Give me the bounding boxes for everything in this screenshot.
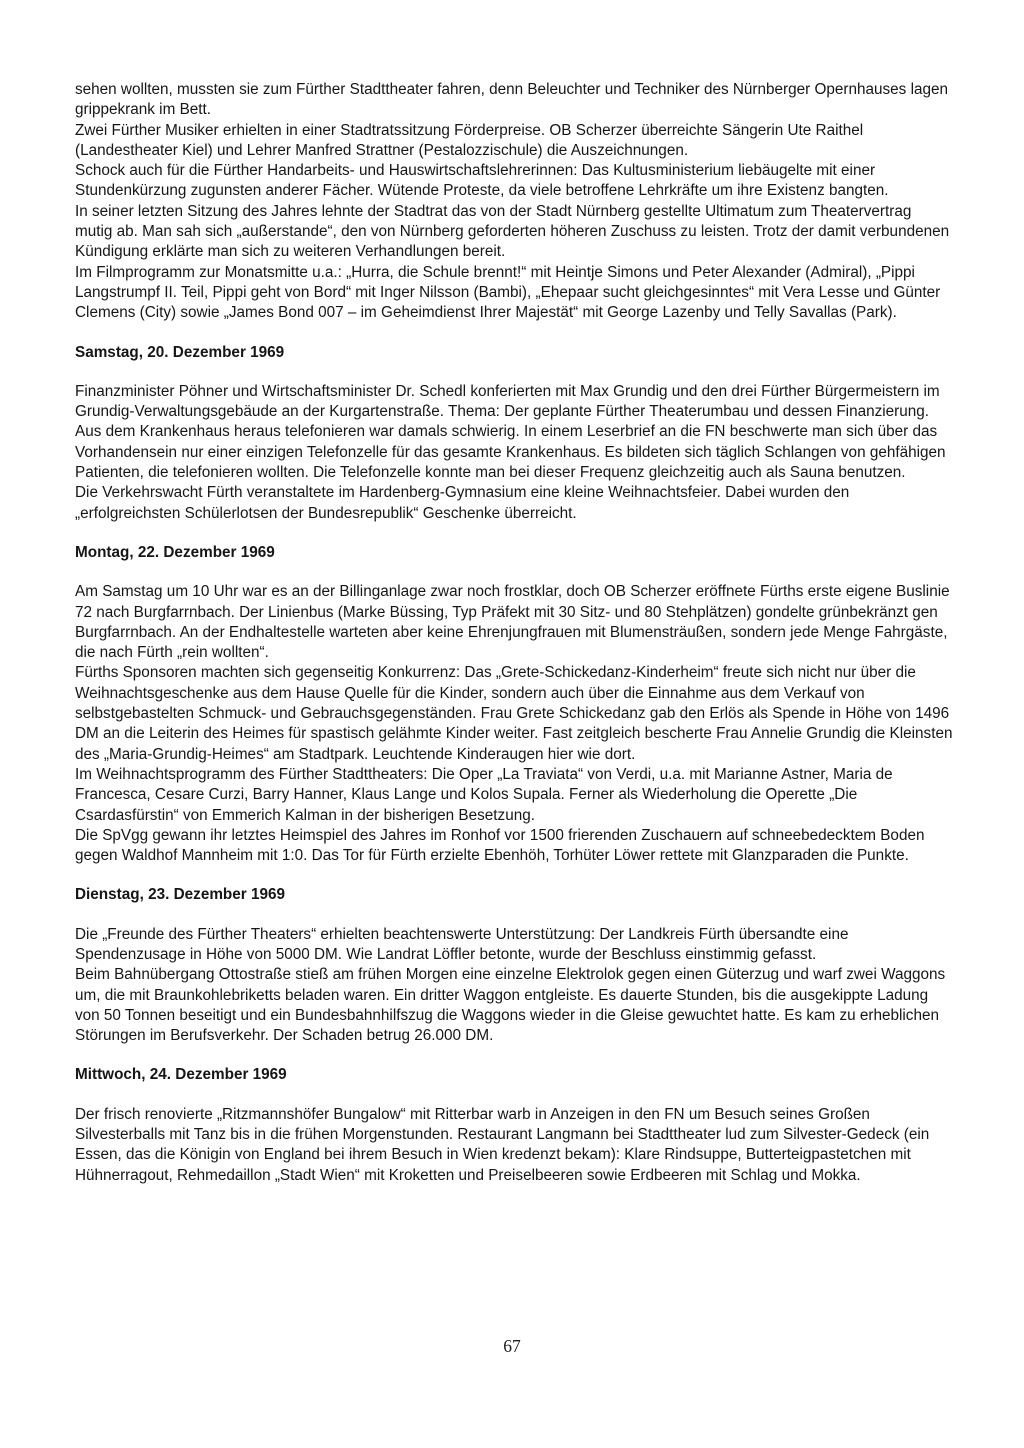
paragraph: Finanzminister Pöhner und Wirtschaftsminister Dr. Schedl konferierten mit Max Grundig und den drei Fürther Bürgermeistern im Grundig-Verwaltungsgebäude an der Kurgartenstraße. Thema: Der geplante Fürther Theaterumbau und dessen Finanzierung.: [75, 382, 940, 421]
paragraph: Die SpVgg gewann ihr letztes Heimspiel des Jahres im Ronhof vor 1500 frierenden Zuschauern auf schneebedecktem Boden gegen Waldhof Mannheim mit 1:0. Das Tor für Fürth erzielte Ebenhöh, Torhüter Löwer rettete mit Glanzparaden die Punkte.: [75, 826, 925, 865]
paragraph: sehen wollten, mussten sie zum Fürther Stadttheater fahren, denn Beleuchter und Techniker des Nürnberger Opernhauses lagen grippekrank im Bett.: [75, 81, 949, 119]
section-heading: Montag, 22. Dezember 1969: [75, 543, 275, 561]
paragraph: Der frisch renovierte „Ritzmannshöfer Bungalow“ mit Ritterbar warb in Anzeigen in den FN um Besuch seines Großen Silvesterballs mit Tanz bis in die frühen Morgenstunden. Restaurant Langmann bei Stadttheater lud zum Silvester-Gedeck (ein Essen, das die Königin von England bei ihrem Besuch in Wien kredenzt bekam): Klare Rindsuppe, Butterteigpastetchen mit Hühnerragout, Rehmedaillon „Stadt Wien“ mit Kroketten und Preiselbeeren sowie Erdbeeren mit Schlag und Mokka.: [75, 1105, 930, 1184]
paragraph: Zwei Fürther Musiker erhielten in einer Stadtratssitzung Förderpreise. OB Scherzer überreichte Sängerin Ute Raithel (Landestheater Kiel) und Lehrer Manfred Strattner (Pestalozzischule) die Auszeichnungen.: [75, 121, 864, 159]
section-heading: Mittwoch, 24. Dezember 1969: [75, 1066, 287, 1084]
section-heading: Dienstag, 23. Dezember 1969: [75, 886, 286, 904]
paragraph: Schock auch für die Fürther Handarbeits- und Hauswirtschaftslehrerinnen: Das Kultusministerium liebäugelte mit einer Stundenkürzung zugunsten anderer Fächer. Wütende Proteste, da viele betroffene Lehrkräfte um ihre Existenz bangten.: [75, 162, 889, 200]
section-heading: Samstag, 20. Dezember 1969: [75, 343, 285, 361]
paragraph: Fürths Sponsoren machten sich gegenseitig Konkurrenz: Das „Grete-Schickedanz-Kinderheim“ freute sich nicht nur über die Weihnachtsgeschenke aus dem Hause Quelle für die Kinder, sondern auch über die Einnahme aus dem Verkauf von selbstgebastelten Schmuck- und Gebrauchsgegenständen. Frau Grete Schickedanz gab den Erlös als Spende in Höhe von 1496 DM an die Leiterin des Heimes für spastisch gelähmte Kinder weiter. Fast zeitgleich bescherte Frau Annelie Grundig die Kleinsten des „Maria-Grundig-Heimes“ am Stadtpark. Leuchtende Kinderaugen hier wie dort.: [75, 664, 953, 763]
paragraph: Die Verkehrswacht Fürth veranstaltete im Hardenberg-Gymnasium eine kleine Weihnachtsfeier. Dabei wurden den „erfolgreichsten Schülerlotsen der Bundesrepublik“ Geschenke überreicht.: [75, 484, 850, 522]
paragraph: Die „Freunde des Fürther Theaters“ erhielten beachtenswerte Unterstützung: Der Landkreis Fürth übersandte eine Spendenzusage in Höhe von 5000 DM. Wie Landrat Löffler betonte, wurde der Beschluss einstimmig gefasst.: [75, 925, 849, 963]
paragraph: Am Samstag um 10 Uhr war es an der Billinganlage zwar noch frostklar, doch OB Scherzer eröffnete Fürths erste eigene Buslinie 72 nach Burgfarrnbach. Der Linienbus (Marke Büssing, Typ Präfekt mit 30 Sitz- und 80 Stehplätzen) gondelte grünbekränzt gen Burgfarrnbach. An der Endhaltestelle warteten aber keine Ehrenjungfrauen mit Blumensträußen, sondern jede Menge Fahrgäste, die nach Fürth „rein wollten“.: [75, 583, 950, 662]
paragraph: Im Weihnachtsprogramm des Fürther Stadttheaters: Die Oper „La Traviata“ von Verdi, u.a. mit Marianne Astner, Maria de Francesca, Cesare Curzi, Barry Hanner, Klaus Lange und Kolos Supala. Ferner als Wiederholung die Operette „Die Csardasfürstin“ von Emmerich Kalman in der bisherigen Besetzung.: [75, 765, 893, 824]
page-number: 67: [503, 1336, 521, 1356]
paragraph: Im Filmprogramm zur Monatsmitte u.a.: „Hurra, die Schule brennt!“ mit Heintje Simons und Peter Alexander (Admiral), „Pippi Langstrumpf II. Teil, Pippi geht von Bord“ mit Inger Nilsson (Bambi), „Ehepaar sucht gleichgesinntes“ mit Vera Lesse und Günter Clemens (City) sowie „James Bond 007 – im Geheimdienst Ihrer Majestät“ mit George Lazenby und Telly Savallas (Park).: [75, 263, 941, 322]
paragraph: In seiner letzten Sitzung des Jahres lehnte der Stadtrat das von der Stadt Nürnberg gestellte Ultimatum zum Theatervertrag mutig ab. Man sah sich „außerstande“, den von Nürnberg geforderten höheren Zuschuss zu leisten. Trotz der damit verbundenen Kündigung erklärte man sich zu weiteren Verhandlungen bereit.: [75, 202, 950, 261]
paragraph: Beim Bahnübergang Ottostraße stieß am frühen Morgen eine einzelne Elektrolok gegen einen Güterzug und warf zwei Waggons um, die mit Braunkohlebriketts beladen waren. Ein dritter Waggon entgleiste. Es dauerte Stunden, bis die ausgekippte Ladung von 50 Tonnen beseitigt und ein Bundesbahnhilfszug die Waggons wieder in die Gleise gewuchtet hatte. Es kam zu erheblichen Störungen im Berufsverkehr. Der Schaden betrug 26.000 DM.: [75, 966, 946, 1045]
paragraph: Aus dem Krankenhaus heraus telefonieren war damals schwierig. In einem Leserbrief an die FN beschwerte man sich über das Vorhandensein nur einer einzigen Telefonzelle für das gesamte Krankenhaus. Es bildeten sich täglich Schlangen von gehfähigen Patienten, die telefonieren wollten. Die Telefonzelle konnte man bei dieser Frequenz gleichzeitig auch als Sauna benutzen.: [75, 423, 946, 482]
document-content: [75, 80, 953, 1186]
